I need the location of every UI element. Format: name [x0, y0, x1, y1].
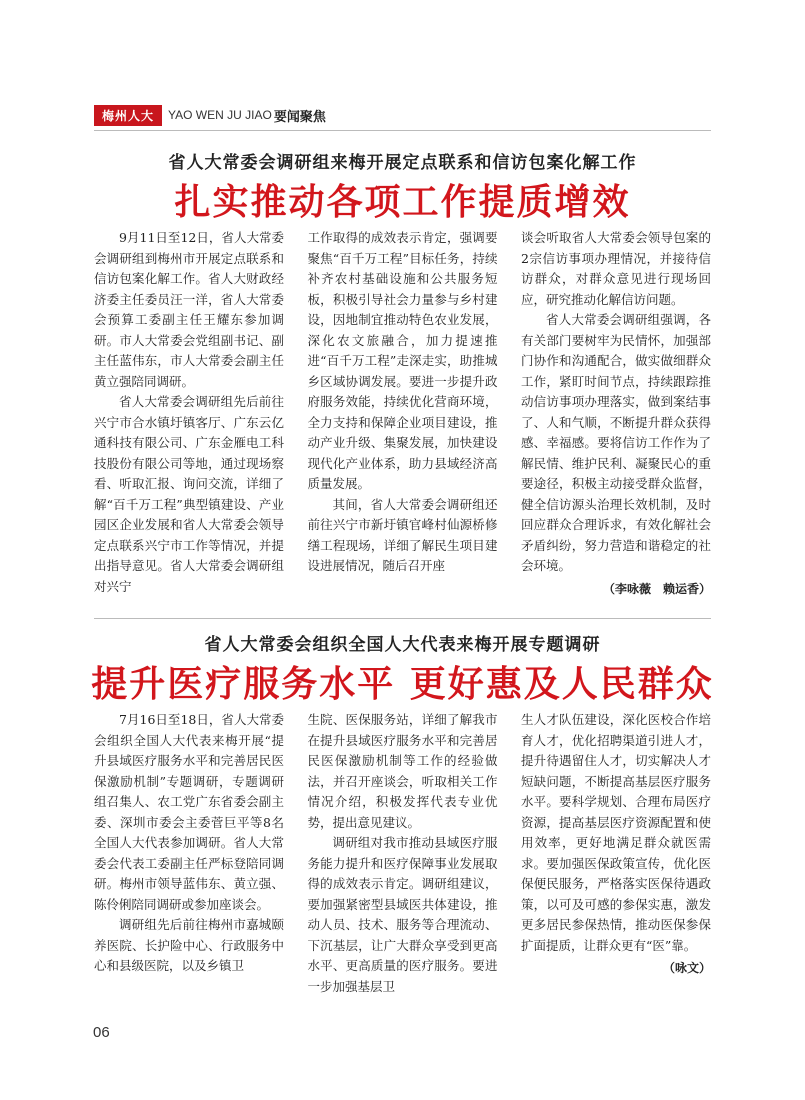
- article1-subtitle: 省人大常委会调研组来梅开展定点联系和信访包案化解工作: [168, 153, 637, 173]
- article1-col-2: [308, 228, 498, 599]
- paragraph: 省人大常委会调研组先后前往兴宁市合水镇圩镇客厅、广东云亿通科技有限公司、广东金雁电工科技股份有限公司等地，通过现场察看、听取汇报、询问交流，详细了解“百千万工程”典型镇建设、产业园区企业发展和省人大常委会领导定点联系兴宁市工作等情况，并提出指导意见。省人大常委会调研组对兴宁: [94, 394, 284, 594]
- paragraph: 生人才队伍建设，深化医校合作培育人才，优化招聘渠道引进人才，提升待遇留住人才，切实解决人才短缺问题，不断提高基层医疗服务水平。要科学规划、合理布局医疗资源，提高基层医疗资源配置和使用效率，更好地满足群众就医需求。要加强医保政策宣传，优化医保便民服务，严格落实医保待遇政策，以可及可感的参保实惠，激发更多居民参保热情，推动医保参保扩面提质，让群众更有“医”靠。: [521, 712, 711, 953]
- page-number: 06: [93, 1024, 110, 1041]
- article2-col-3: [521, 710, 711, 997]
- paragraph: 调研组先后前往梅州市嘉城颐养医院、长护险中心、行政服务中心和县级医院，以及乡镇卫: [94, 917, 284, 973]
- paragraph: 调研组对我市推动县域医疗服务能力提升和医疗保障事业发展取得的成效表示肯定。调研组建议，要加强紧密型县域医共体建设，推动人员、技术、服务等合理流动、下沉基层，让广大群众享受到更高水平、更高质量的医疗服务。要进一步加强基层卫: [307, 835, 498, 994]
- article1-byline: （李咏薇 赖运香）: [602, 581, 711, 596]
- paragraph: 其间，省人大常委会调研组还前往兴宁市新圩镇官峰村仙源桥修缮工程现场，详细了解民生项目建设进展情况，随后召开座: [307, 496, 498, 573]
- article-divider: [94, 618, 711, 619]
- article1-title: 扎实推动各项工作提质增效: [174, 181, 631, 223]
- article2-title: 提升医疗服务水平 更好惠及人民群众: [91, 663, 714, 705]
- brand-logo: 梅州人大: [94, 105, 162, 126]
- article1-body: [94, 228, 711, 599]
- paragraph: 7月16日至18日，省人大常委会组织全国人大代表来梅开展“提升县域医疗服务水平和完善居民医保激励机制”专题调研，专题调研组召集人、农工党广东省委会副主委、深圳市委会主委菅巨平等8名全国人大代表参加调研。省人大常委会代表工委副主任严标登陪同调研。梅州市领导蓝伟东、黄立强、陈伶俐陪同调研或参加座谈会。: [94, 712, 284, 912]
- paragraph: 9月11日至12日，省人大常委会调研组到梅州市开展定点联系和信访包案化解工作。省人大财政经济委主任委员汪一洋，省人大常委会预算工委副主任王耀东参加调研。市人大常委会党组副书记、副主任蓝伟东，市人大常委会副主任黄立强陪同调研。: [94, 230, 284, 389]
- paragraph: 生院、医保服务站，详细了解我市在提升县域医疗服务水平和完善居民医保激励机制等工作的经验做法，并召开座谈会，听取相关工作情况介绍，积极发挥代表专业优势，提出意见建议。: [307, 712, 498, 830]
- article2-col-1: [94, 710, 284, 997]
- article2-subtitle: 省人大常委会组织全国人大代表来梅开展专题调研: [204, 635, 601, 655]
- page-header: [94, 104, 326, 126]
- article2-col-2: [308, 710, 498, 997]
- section-latin: YAO WEN JU JIAO: [168, 108, 272, 122]
- article2-body: [94, 710, 711, 997]
- paragraph: 谈会听取省人大常委会领导包案的2宗信访事项办理情况，并接待信访群众，对群众意见进行现场回应，研究推动化解信访问题。: [521, 230, 711, 307]
- article2-byline: （咏文）: [662, 961, 711, 975]
- paragraph: 省人大常委会调研组强调，各有关部门要树牢为民情怀，加强部门协作和沟通配合，做实做细群众工作，紧盯时间节点，持续跟踪推动信访事项办理落实，做到案结事了、人和气顺，不断提升群众获得感、幸福感。要将信访工作作为了解民情、维护民利、凝聚民心的重要途径，积极主动接受群众监督，健全信访源头治理长效机制，及时回应群众合理诉求，有效化解社会矛盾纠纷，努力营造和谐稳定的社会环境。: [521, 312, 711, 573]
- article1-col-1: [94, 228, 284, 599]
- header-divider: [94, 130, 711, 131]
- article1-col-3: [521, 228, 711, 599]
- section-label: 要闻聚焦: [273, 109, 326, 125]
- paragraph: 工作取得的成效表示肯定，强调要聚焦“百千万工程”目标任务，持续补齐农村基础设施和公共服务短板，积极引导社会力量参与乡村建设，因地制宜推动特色农业发展，深化农文旅融合，加力提速推进“百千万工程”走深走实，助推城乡区域协调发展。要进一步提升政府服务效能，持续优化营商环境，全力支持和保障企业项目建设，推动产业升级、集聚发展，加快建设现代化产业体系，助力县域经济高质量发展。: [307, 230, 498, 491]
